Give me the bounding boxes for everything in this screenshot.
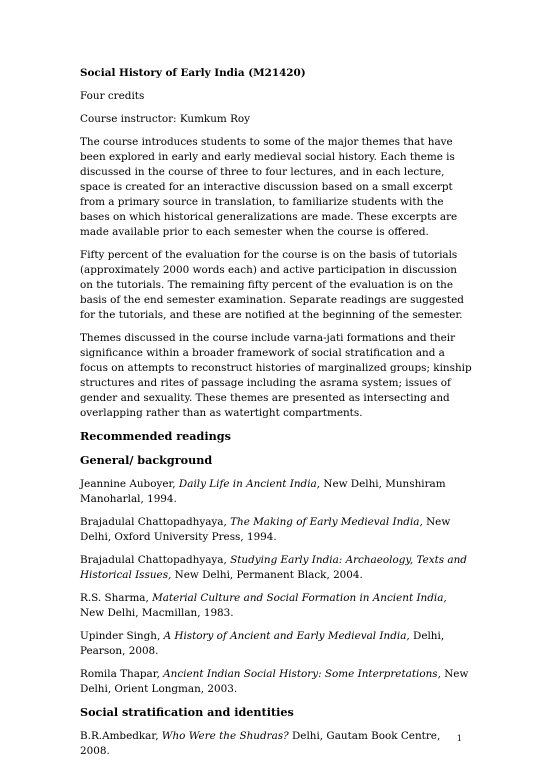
- reference-title: Daily Life in Ancient India,: [178, 478, 321, 490]
- reference-entry: [80, 477, 472, 507]
- course-title: Social History of Early India (M21420): [80, 67, 306, 79]
- reference-publication: Delhi, Gautam Book Centre, 2008.: [80, 730, 441, 757]
- reference-title: Studying Early India: Archaeology, Texts and Historical Issues,: [80, 554, 467, 581]
- reference-publication: New Delhi, Oxford University Press, 1994.: [80, 516, 451, 543]
- recommended-readings-heading: Recommended readings: [80, 429, 231, 443]
- themes-paragraph: Themes discussed in the course include varna-jati formations and their significance within a broader framework of social stratification and a focus on attempts to reconstruct histories of marginalized groups; kinship structures and rites of passage including the asrama system; issues of gender and sexuality. These themes are presented as intersecting and overlapping rather than as watertight compartments.: [80, 332, 472, 419]
- reference-author: R.S. Sharma,: [80, 592, 153, 604]
- course-instructor: Course instructor: Kumkum Roy: [80, 113, 251, 125]
- reference-author: Brajadulal Chattopadhyaya,: [80, 554, 231, 566]
- reference-publication: New Delhi, Permanent Black, 2004.: [171, 569, 363, 581]
- reference-author: Upinder Singh,: [80, 630, 164, 642]
- reference-entry: [80, 729, 472, 759]
- reference-title: A History of Ancient and Early Medieval India,: [163, 630, 410, 642]
- reference-title: The Making of Early Medieval India,: [230, 516, 423, 528]
- course-credits: Four credits: [80, 90, 145, 102]
- reference-author: B.R.Ambedkar,: [80, 730, 162, 742]
- reference-entry: [80, 591, 472, 621]
- reference-author: Romila Thapar,: [80, 668, 164, 680]
- reference-entry: [80, 667, 472, 697]
- general-background-heading: General/ background: [80, 453, 213, 467]
- reference-publication: New Delhi, Orient Longman, 2003.: [80, 668, 469, 695]
- reference-title: Ancient Indian Social History: Some Interpretations,: [163, 668, 441, 680]
- reference-entry: [80, 629, 472, 659]
- reference-entry: [80, 515, 472, 545]
- reference-author: Jeannine Auboyer,: [80, 478, 179, 490]
- reference-title: Material Culture and Social Formation in Ancient India,: [152, 592, 447, 604]
- intro-paragraph: The course introduces students to some of the major themes that have been explored in early and early medieval social history. Each theme is discussed in the course of three to four lectures, and in each lecture, space is created for an interactive discussion based on a small excerpt from a primary source in translation, to familiarize students with the bases on which historical generalizations are made. These excerpts are made available prior to each semester when the course is offered.: [80, 136, 458, 238]
- reference-publication: Delhi, Pearson, 2008.: [80, 630, 445, 657]
- reference-title: Who Were the Shudras?: [161, 730, 289, 742]
- reference-publication: New Delhi, Macmillan, 1983.: [80, 607, 234, 619]
- reference-author: Brajadulal Chattopadhyaya,: [80, 516, 231, 528]
- page-number: 1: [456, 734, 462, 743]
- evaluation-paragraph: Fifty percent of the evaluation for the course is on the basis of tutorials (approximately 2000 words each) and active participation in discussion on the tutorials. The remaining fifty percent of the evaluation is on the basis of the end semester examination. Separate readings are suggested for the tutorials, and these are notified at the beginning of the semester.: [80, 249, 464, 321]
- social-stratification-heading: Social stratification and identities: [80, 705, 294, 719]
- reference-publication: New Delhi, Munshiram Manoharlal, 1994.: [80, 478, 446, 505]
- reference-entry: [80, 553, 472, 583]
- document-body: [80, 66, 472, 767]
